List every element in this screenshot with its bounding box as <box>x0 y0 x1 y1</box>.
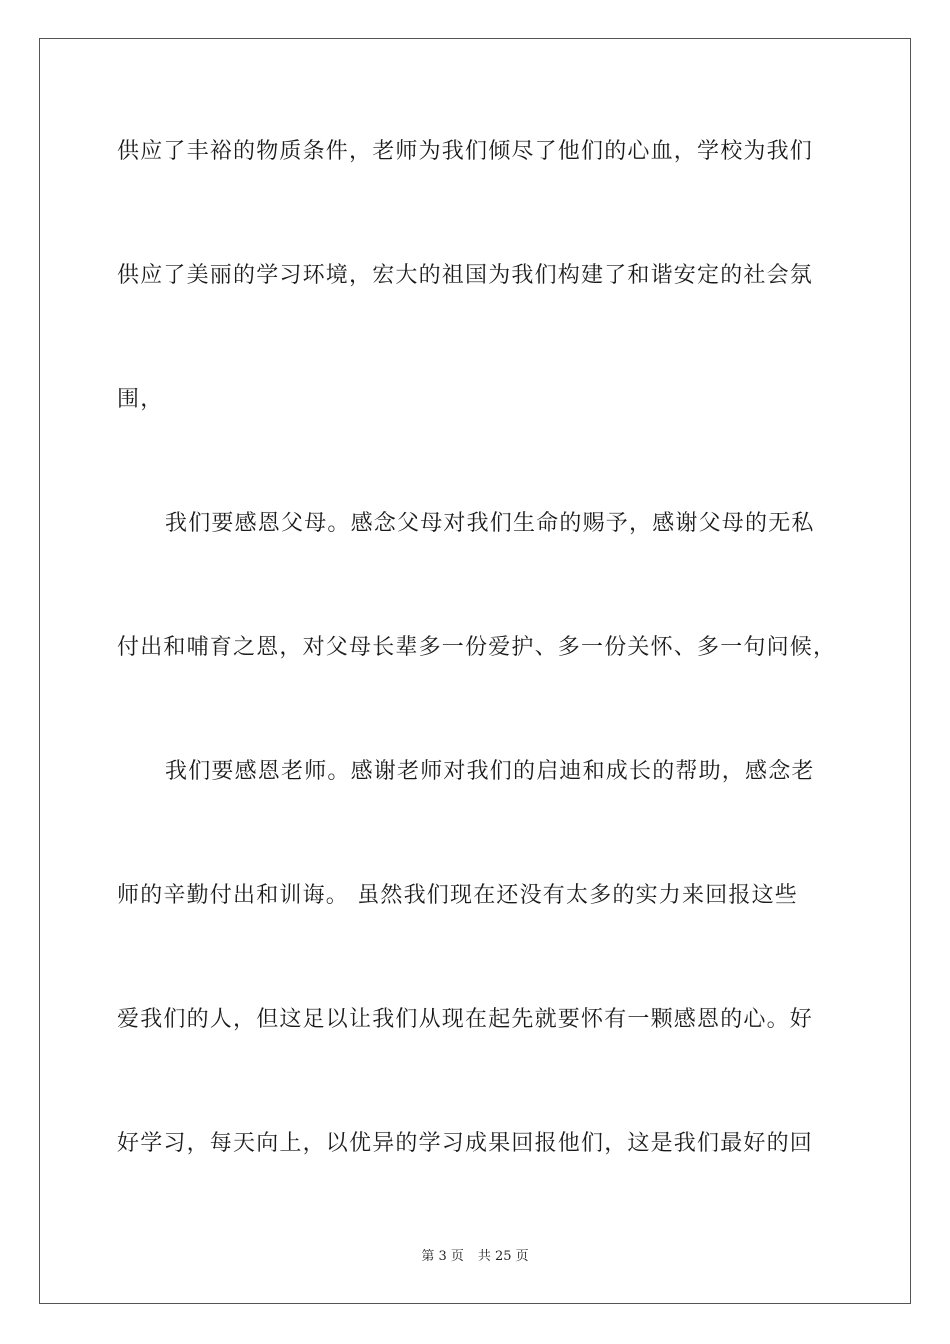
paragraph-line: 爱我们的人，但这足以让我们从现在起先就要怀有一颗感恩的心。好 <box>117 1007 814 1032</box>
paragraph-line: 我们要感恩老师。感谢老师对我们的启迪和成长的帮助，感念老 <box>165 759 815 784</box>
paragraph-line: 师的辛勤付出和训诲。 虽然我们现在还没有太多的实力来回报这些 <box>117 883 798 908</box>
paragraph-line: 供应了美丽的学习环境，宏大的祖国为我们构建了和谐安定的社会氛 <box>117 263 814 288</box>
page-border <box>39 38 911 1304</box>
paragraph-line: 供应了丰裕的物质条件，老师为我们倾尽了他们的心血，学校为我们 <box>117 139 814 164</box>
page-total: 共 25 页 <box>477 1249 529 1264</box>
page-footer <box>0 1248 950 1266</box>
page-number: 第 3 页 <box>421 1249 464 1264</box>
paragraph-line: 围， <box>117 387 164 412</box>
paragraph-line: 我们要感恩父母。感念父母对我们生命的赐予，感谢父母的无私 <box>165 511 815 536</box>
paragraph-line: 好学习，每天向上，以优异的学习成果回报他们，这是我们最好的回 <box>117 1131 814 1156</box>
paragraph-line: 付出和哺育之恩，对父母长辈多一份爱护、多一份关怀、多一句问候， <box>117 635 837 660</box>
